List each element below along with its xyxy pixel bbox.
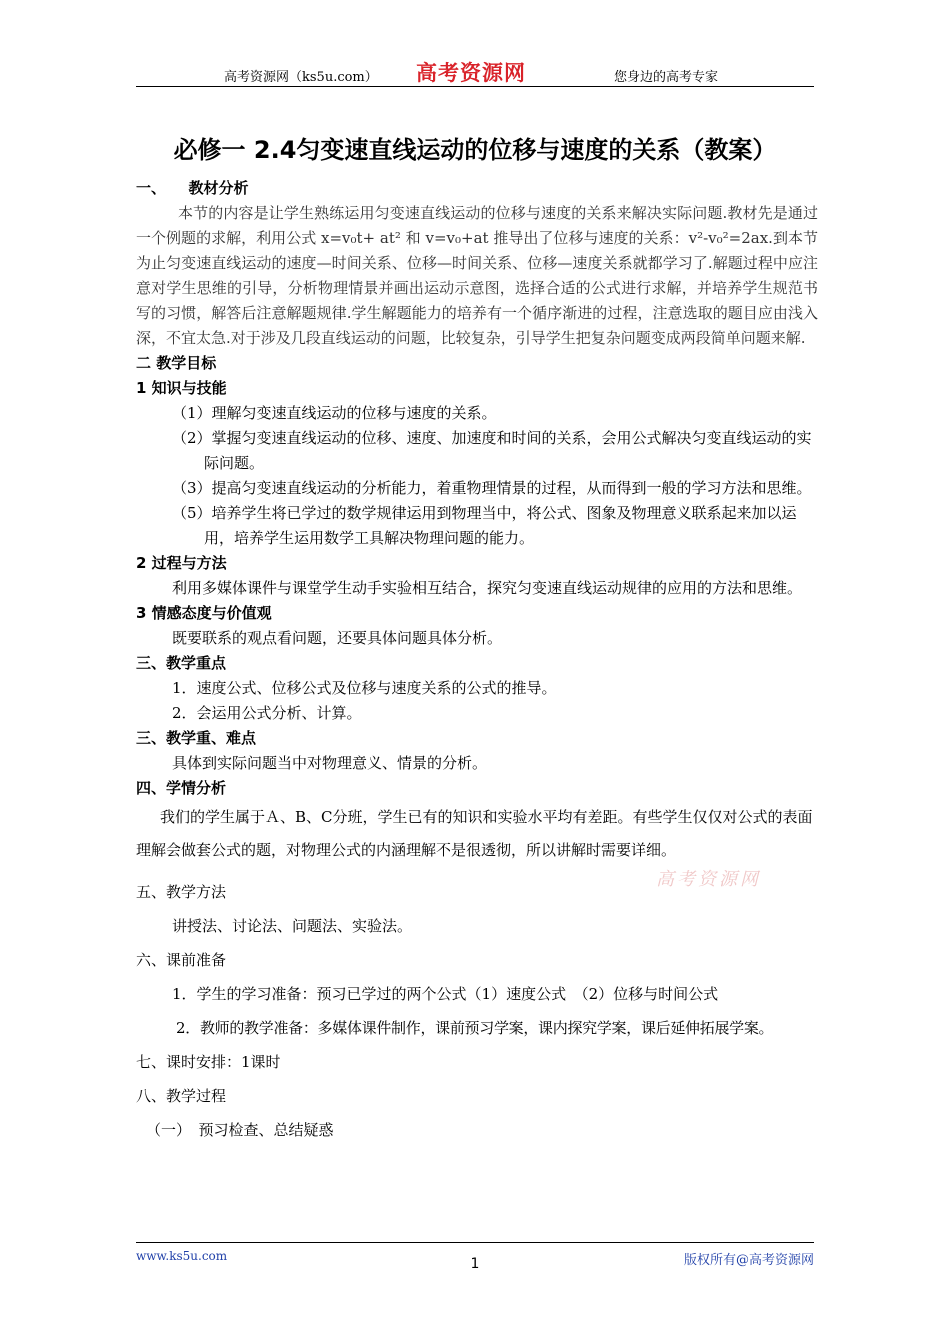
page-number: 1 [470, 1256, 480, 1272]
paragraph: 利用多媒体课件与课堂学生动手实验相互结合，探究匀变速直线运动规律的应用的方法和思维。 [172, 579, 803, 597]
section-heading: 四、学情分析 [136, 779, 227, 797]
list-item: （5）培养学生将已学过的数学规律运用到物理当中，将公式、图象及物理意义联系起来加以运用，培养学生运用数学工具解决物理问题的能力。 [172, 504, 797, 547]
list-item: （2）掌握匀变速直线运动的位移、速度、加速度和时间的关系，会用公式解决匀变直线运动的实际问题。 [172, 429, 812, 472]
subsection-heading: 3 情感态度与价值观 [136, 604, 272, 622]
section-heading: 二 教学目标 [136, 354, 217, 372]
list-item: 1．速度公式、位移公式及位移与速度关系的公式的推导。 [172, 679, 557, 697]
list-item: 2．会运用公式分析、计算。 [172, 704, 362, 722]
section-heading: 六、课前准备 [136, 951, 227, 969]
paragraph: 既要联系的观点看问题，还要具体问题具体分析。 [172, 629, 503, 647]
paragraph: 我们的学生属于Ａ、B、C分班，学生已有的知识和实验水平均有差距。有些学生仅仅对公式的表面理解会做套公式的题，对物理公式的内涵理解不是很透彻，所以讲解时需要详细。 [136, 808, 813, 859]
section-heading: 三、教学重点 [136, 654, 227, 672]
header-slogan: 您身边的高考专家 [614, 70, 719, 85]
paragraph: 具体到实际问题当中对物理意义、情景的分析。 [172, 754, 488, 772]
section-heading: 三、教学重、难点 [136, 729, 257, 747]
subsection-heading: 1 知识与技能 [136, 379, 227, 397]
paragraph: 讲授法、讨论法、问题法、实验法。 [172, 917, 413, 935]
section-heading: 七、课时安排：1课时 [136, 1053, 281, 1071]
header-site-name: 高考资源网（ks5u.com） [224, 70, 378, 85]
list-item: （1）理解匀变速直线运动的位移与速度的关系。 [172, 404, 497, 422]
paragraph: 本节的内容是让学生熟练运用匀变速直线运动的位移与速度的关系来解决实际问题.教材先是通过一个例题的求解，利用公式 x=v₀t+ at² 和 v=v₀+at 推导出了位移与速度的关系：v²-v₀²=2ax.到本节为止匀变速直线运动的速度—时间关系、位移—时间关系、位移—速度关系就都学习了.解题过程中应注意对学生思维的引导，分析物理情景并画出运动示意图，选择合适的公式进行求解，并培养学生规范书写的习惯，解答后注意解题规律.学生解题能力的培养有一个循序渐进的过程，注意选取的题目应由浅入深，不宜太急.对于涉及几段直线运动的问题，比较复杂，引导学生把复杂问题变成两段简单问题来解. [136, 204, 818, 347]
subsection-heading: 2 过程与方法 [136, 554, 227, 572]
list-item: （3）提高匀变速直线运动的分析能力，着重物理情景的过程，从而得到一般的学习方法和思维。 [172, 479, 812, 497]
page-header [136, 56, 814, 87]
watermark: 高考资源网 [656, 869, 761, 890]
list-item: 1．学生的学习准备：预习已学过的两个公式（1）速度公式 （2）位移与时间公式 [172, 985, 719, 1003]
section-heading: 一、 教材分析 [136, 179, 249, 197]
subsection-heading: （一） 预习检查、总结疑惑 [146, 1121, 334, 1139]
page-title: 必修一 2.4匀变速直线运动的位移与速度的关系（教案） [173, 136, 777, 164]
section-heading: 八、教学过程 [136, 1087, 227, 1105]
section-heading: 五、教学方法 [136, 883, 227, 901]
document-body [136, 176, 818, 1147]
list-item: 2．教师的教学准备：多媒体课件制作，课前预习学案，课内探究学案，课后延伸拓展学案。 [176, 1019, 774, 1037]
footer-copyright: 版权所有@高考资源网 [683, 1253, 814, 1268]
footer-link[interactable]: www.ks5u.com [136, 1249, 228, 1263]
header-logo: 高考资源网 [416, 60, 526, 85]
